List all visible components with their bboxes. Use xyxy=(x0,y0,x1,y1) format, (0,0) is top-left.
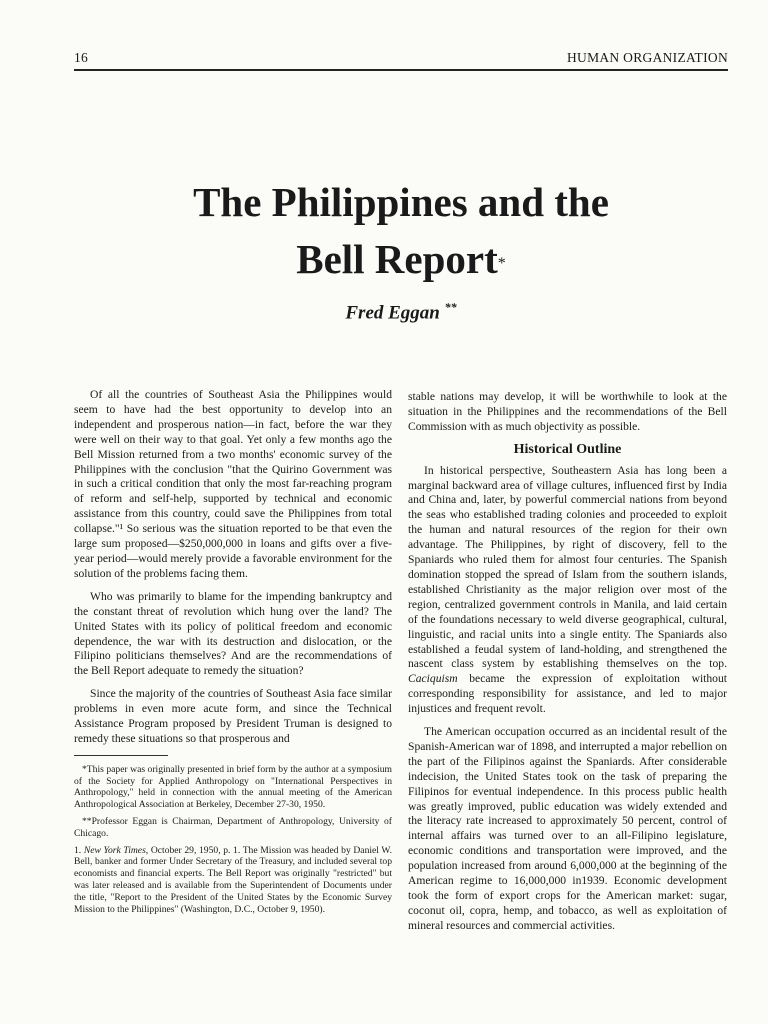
author-byline xyxy=(74,300,728,324)
footnote-1-number: 1. xyxy=(74,844,82,856)
footnote-1-text: October 29, 1950, p. 1. The Mission was headed by Daniel W. Bell, banker and former Under Secretary of the Treasury, and included several top economists and financial experts. The Bell Report was originally "restricted" but was later released and is available from the Superintendent of Documents under the title, "Report to the President of the United States by the Economic Survey Mission to the Philippines" (Washington, D.C., October 9, 1950). xyxy=(74,844,392,915)
author-footnote-mark: ** xyxy=(444,300,457,314)
running-header xyxy=(74,50,728,66)
body-paragraph: Of all the countries of Southeast Asia the Philippines would seem to have had the best opportunity to develop into an independent and prosperous nation—in fact, before the war they were well on their way to that goal. Yet only a few months ago the Bell Mission returned from a two months' economic survey of the Philippines with the conclusion "that the Quirino Government was in such a critical condition that only the most far-reaching program of reform and self-help, supported by technical and economic assistance from this country, could save the Philippines from total collapse."¹ So serious was the situation reported to be that even the large sum proposed—$250,000,000 in loans and gifts over a five-year period—would merely provide a favorable environment for the solution of the problems facing them. xyxy=(74,388,392,580)
body-paragraph: Who was primarily to blame for the impending bankruptcy and the constant threat of revolution which hung over the land? The United States with its policy of political freedom and economic dependence, the war with its destruction and dislocation, or the Filipino politicians themselves? And are the recommendations of the Bell Report adequate to remedy the situation? xyxy=(74,589,392,678)
section-heading: Historical Outline xyxy=(513,441,622,457)
body-paragraph: stable nations may develop, it will be worthwhile to look at the situation in the Philippines and the recommendations of the Bell Commission with as much objectivity as possible. xyxy=(408,390,727,433)
body-paragraph: Since the majority of the countries of Southeast Asia face similar problems in even more acute form, and since the Technical Assistance Program proposed by President Truman is designed to remedy these situations so that prosperous and xyxy=(74,687,392,745)
title-line-2 xyxy=(74,231,728,288)
title-line-2-text: Bell Report xyxy=(296,236,498,282)
paragraph-text: In historical perspective, Southeastern Asia has long been a marginal backward area of village cultures, influenced first by India and China and, later, by powerful commercial nations from beyond the seas who established trading colonies and proceeded to exploit the human and natural resources of the region for their own advantage. The Philippines, by right of discovery, fell to the Spaniards who ruled them for almost four centuries. The Spanish domination stopped the spread of Islam from the southern islands, established Christianity as the major religion over most of the region, centralized government controls in Manila, and laid certain of the foundations necessary to weld diverse geographical, cultural, linguistic, and racial units into a single entity. The Spaniards also established a feudal system of land-holding, and strengthened the nascent class system by establishing themselves on the top. xyxy=(408,463,727,671)
journal-name: HUMAN ORGANIZATION xyxy=(566,50,728,65)
body-paragraph: The American occupation occurred as an incidental result of the Spanish-American war of 1898, and interrupted a major rebellion on the part of the Filipinos against the Spaniards. After considerable indecision, the United States took on the task of preparing the Filipinos for eventual independence. In this process public health was greatly improved, public education was widely extended and the literacy rate increased to approximately 50 percent, control of internal affairs was turned over to an all-Filipino legislature, economic conditions and transportation were improved, and the population increased from around 6,000,000 at the beginning of the American regime to 16,000,000 in1939. Economic development took the form of export crops for the American market: sugar, coconut oil, copra, hemp, and tobacco, as well as exploitation of mineral resources and commercial activities. xyxy=(408,725,727,932)
article-title xyxy=(74,174,728,288)
right-column xyxy=(408,390,727,942)
paragraph-text: became the expression of exploitation without corresponding responsibility for assistance, and led to major injustices and frequent revolt. xyxy=(408,672,728,716)
footnote-1-source: New York Times, xyxy=(83,844,149,856)
body-paragraph xyxy=(408,464,727,717)
page-number: 16 xyxy=(74,50,89,65)
footnote-double-star: **Professor Eggan is Chairman, Department of Anthropology, University of Chicago. xyxy=(74,816,392,839)
title-line-1: The Philippines and the xyxy=(193,179,609,225)
footnote-star: *This paper was originally presented in brief form by the author at a symposium of the Society for Applied Anthropology on "International Perspectives in Anthropology," held in connection with the annual meeting of the American Anthropological Association at Berkeley, December 27-30, 1950. xyxy=(74,763,392,811)
title-footnote-mark: * xyxy=(497,255,506,272)
footnote-rule xyxy=(74,755,168,756)
footnotes xyxy=(74,764,392,916)
italic-term: Caciquism xyxy=(408,672,458,686)
author-name: Fred Eggan xyxy=(345,302,440,324)
footnote-1 xyxy=(74,845,392,916)
left-column xyxy=(74,388,392,920)
header-rule xyxy=(74,69,728,71)
